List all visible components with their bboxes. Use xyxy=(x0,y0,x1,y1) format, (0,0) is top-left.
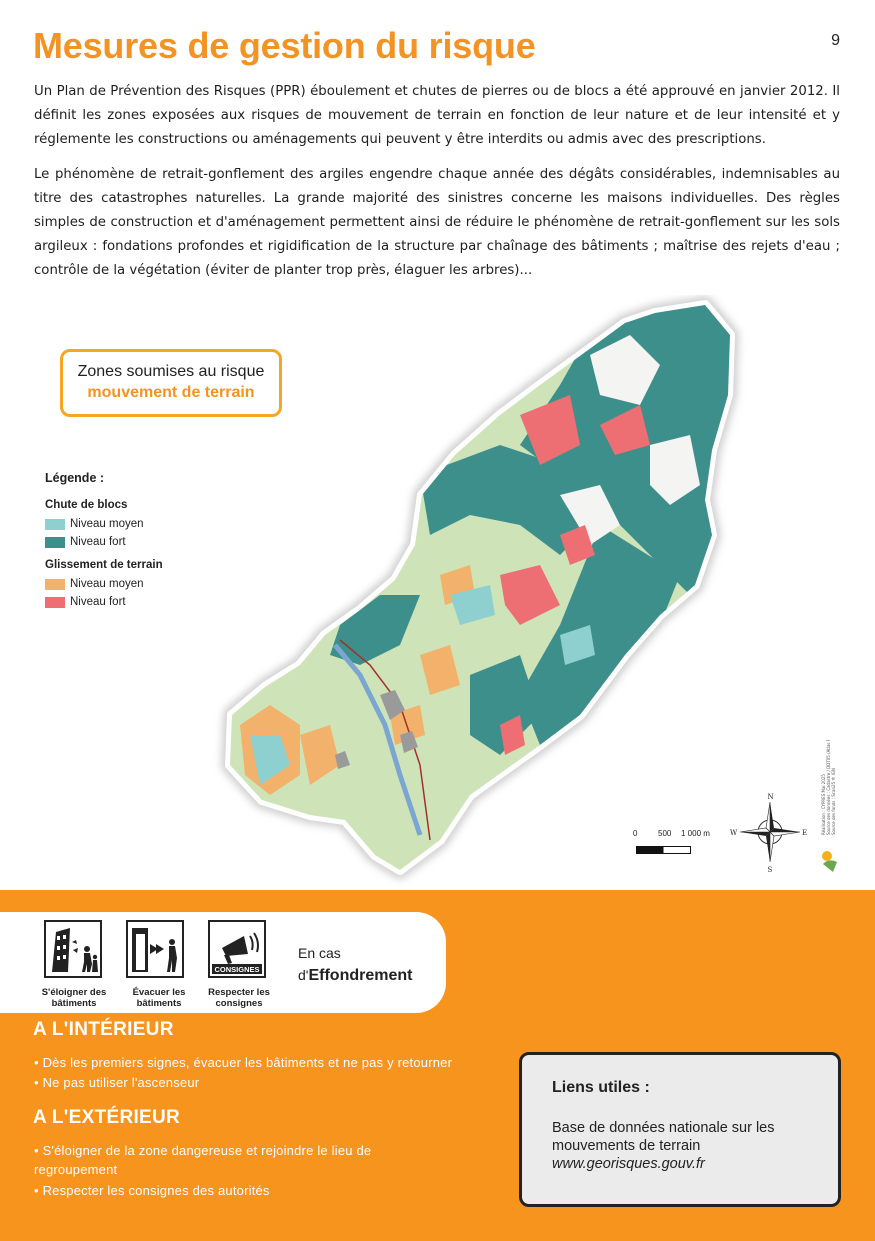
credits-line-2: Source des données : Cadastre / DDT05 (Atlas PPR) xyxy=(826,740,831,835)
legend-group-chute-blocs: Chute de blocs xyxy=(45,499,128,511)
links-description xyxy=(552,1119,832,1173)
credits-line-3: Source des fonds : Scan25 ® IGN xyxy=(831,768,836,835)
intro-paragraph-2: Le phénomène de retrait-gonflement des argiles engendre chaque année des dégâts considérables, indemnisables au titre des catastrophes naturelles. La grande majorité des sinistres concerne les maisons individuelles. Des règles simples de construction et d'aménagement permettent ainsi de réduire le phénomène de retrait-gonflement sur les sols argileux : fondations profondes et rigidification de la structure par chaînage des bâtiments ; maîtrise des rejets d'eau ; contrôle de la végétation (éviter de planter trop près, élaguer les arbres)... xyxy=(34,167,840,278)
links-title: Liens utiles : xyxy=(552,1079,650,1096)
exterior-bullets xyxy=(34,1141,454,1200)
legend-item xyxy=(45,575,215,593)
page-number: 9 xyxy=(831,32,840,49)
zone-title-line-2: mouvement de terrain xyxy=(87,384,255,401)
legend-group-glissement: Glissement de terrain xyxy=(45,559,163,571)
pictogram-eloigner xyxy=(44,920,102,978)
exterior-bullet-2: • Respecter les consignes des autorités xyxy=(34,1183,270,1198)
credits-line-1: Réalisation : CYPRES Mai 2025 xyxy=(821,774,826,835)
event-name: Effondrement xyxy=(308,967,413,984)
map-legend xyxy=(45,471,215,611)
event-prefix: d' xyxy=(298,967,309,983)
page-title: Mesures de gestion du risque xyxy=(33,25,536,66)
exterior-title: A L'EXTÉRIEUR xyxy=(33,1107,181,1128)
interior-bullet-1: • Dès les premiers signes, évacuer les bâtiments et ne pas y retourner xyxy=(34,1055,453,1070)
zone-title-box xyxy=(60,349,282,417)
zone-title-line-1: Zones soumises au risque xyxy=(77,363,265,380)
en-cas-block xyxy=(298,942,412,987)
interior-bullet-2: • Ne pas utiliser l'ascenseur xyxy=(34,1075,200,1090)
legend-title: Légende : xyxy=(45,471,105,485)
legend-item xyxy=(45,515,215,533)
scale-label-500: 500 xyxy=(658,829,672,838)
legend-swatch-glissement-moyen xyxy=(45,579,65,590)
cypres-logo-icon xyxy=(822,851,837,872)
legend-label: Niveau fort xyxy=(70,536,126,548)
pictogram-consignes xyxy=(208,920,266,978)
advice-panel xyxy=(0,912,446,1013)
pictogram-label-consignes: Respecter les consignes xyxy=(208,987,270,1009)
scale-label-0: 0 xyxy=(633,829,638,838)
links-text: Base de données nationale sur les mouvements de terrain xyxy=(552,1120,775,1154)
scale-bar xyxy=(636,846,691,854)
megaphone-icon xyxy=(210,922,264,976)
useful-links-box xyxy=(519,1052,841,1207)
compass-south: S xyxy=(767,866,773,874)
interior-bullets xyxy=(34,1053,504,1093)
event-line xyxy=(298,964,412,987)
pictogram-label-evacuer: Évacuer les bâtiments xyxy=(132,987,186,1009)
legend-label: Niveau fort xyxy=(70,596,126,608)
compass-rose-icon xyxy=(730,793,807,874)
consignes-caption: CONSIGNES xyxy=(214,965,260,974)
interior-title: A L'INTÉRIEUR xyxy=(33,1019,174,1040)
map-credits xyxy=(811,740,851,880)
legend-swatch-chute-moyen xyxy=(45,519,65,530)
pictogram-evacuer xyxy=(126,920,184,978)
legend-item xyxy=(45,593,215,611)
exterior-bullet-1: • S'éloigner de la zone dangereuse et rejoindre le lieu de regroupement xyxy=(34,1143,372,1177)
intro-paragraph-1: Un Plan de Prévention des Risques (PPR) éboulement et chutes de pierres ou de blocs a été approuvé en janvier 2012. Il définit les zones exposées aux risques de mouvement de terrain en fonction de leur nature et de leur intensité et y réglemente les constructions ou aménagements qui peuvent y être interdits ou admis avec des prescriptions. xyxy=(34,84,840,147)
legend-swatch-glissement-fort xyxy=(45,597,65,608)
pictogram-label-eloigner: S'éloigner des bâtiments xyxy=(41,987,107,1009)
legend-label: Niveau moyen xyxy=(70,578,144,590)
legend-item xyxy=(45,533,215,551)
georisques-link[interactable]: www.georisques.gouv.fr xyxy=(552,1156,705,1172)
compass-north: N xyxy=(767,793,774,801)
collapsing-building-icon xyxy=(46,922,100,976)
en-cas-label: En cas xyxy=(298,945,341,961)
legend-swatch-chute-fort xyxy=(45,537,65,548)
compass-west: W xyxy=(730,829,738,837)
compass-east: E xyxy=(802,829,808,837)
scale-label-1000: 1 000 m xyxy=(681,829,710,838)
evacuate-building-icon xyxy=(128,922,182,976)
legend-label: Niveau moyen xyxy=(70,518,144,530)
